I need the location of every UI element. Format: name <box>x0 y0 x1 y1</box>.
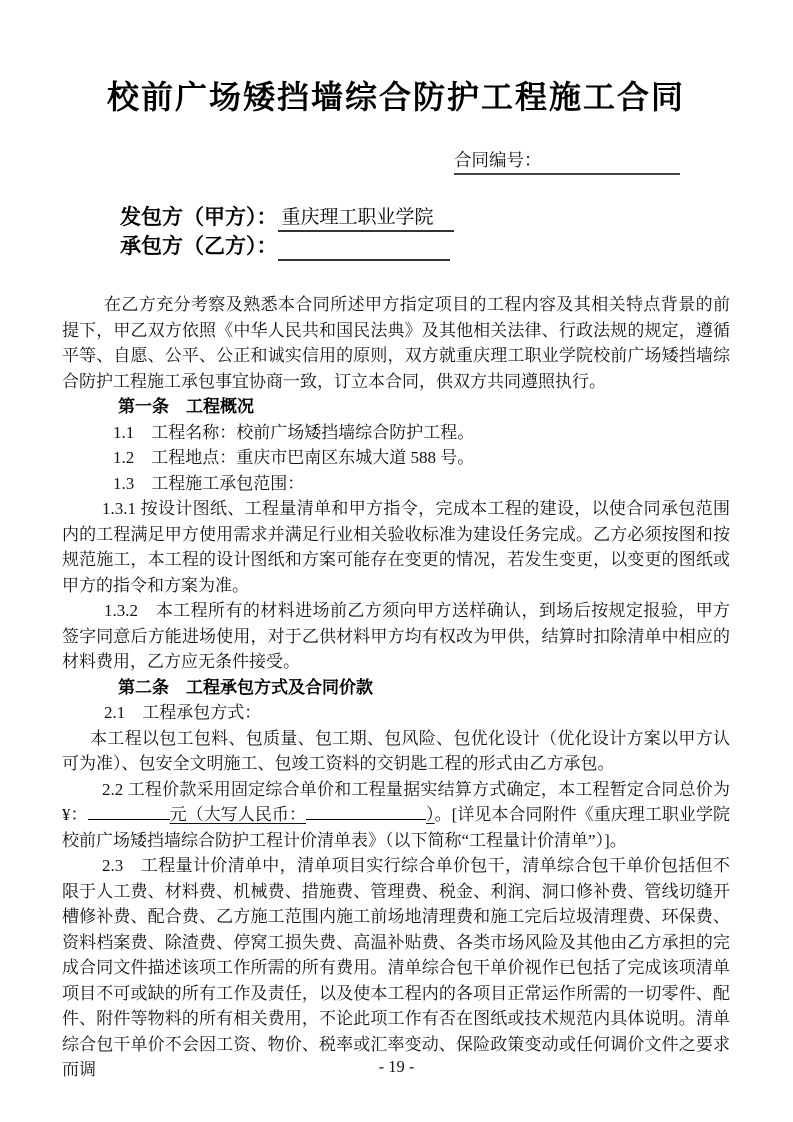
amount-figures-blank <box>88 804 170 820</box>
clause-2-2-suffix: 。[详见本合同附件《重庆理工职业学院校前广场矮挡墙综合防护工程计价清单表》（以下简称“工程量计价清单”）]。 <box>62 805 731 850</box>
party-b-line <box>120 232 730 261</box>
contract-number-underline <box>454 148 680 175</box>
document-title: 校前广场矮挡墙综合防护工程施工合同 <box>106 79 685 115</box>
clause-1-3-2: 1.3.2 本工程所有的材料进场前乙方须向甲方送样确认，到场后按规定报验，甲方签字同意后方能进场使用，对于乙供材料甲方均有权改为甲供，结算时扣除清单中相应的材料费用，乙方应无条件接受。 <box>62 601 730 671</box>
clause-2-1: 2.1 工程承包方式： <box>104 703 262 722</box>
clause-2-2-prefix: 2.2 工程价款采用固定综合单价和工程量据实结算方式确定，本工程暂定合同总价为¥： <box>62 779 730 824</box>
clause-1-3-1: 1.3.1 按设计图纸、工程量清单和甲方指令，完成本工程的建设，以使合同承包范围内的工程满足甲方使用需求并满足行业相关验收标准为建设任务完成。乙方必须按图和按规范施工，本工程的设计图纸和方案可能存在变更的情况，若发生变更，以变更的图纸或甲方的指令和方案为准。 <box>62 499 730 595</box>
party-b-blank <box>278 240 450 261</box>
parties-block <box>120 203 730 261</box>
clause-1-2: 1.2 工程地点：重庆市巴南区东城大道 588 号。 <box>113 448 475 467</box>
page-number: - 19 - <box>378 1057 415 1076</box>
article-1-heading: 第一条 工程概况 <box>118 397 254 416</box>
party-a-label: 发包方（甲方）： <box>120 206 278 229</box>
clause-2-1-body: 本工程以包工包料、包质量、包工期、包风险、包优化设计（优化设计方案以甲方认可为准）、包安全文明施工、包竣工资料的交钥匙工程的形式由乙方承包。 <box>62 728 730 773</box>
article-2-heading: 第二条 工程承包方式及合同价款 <box>118 677 373 697</box>
contract-number-blank <box>542 164 680 166</box>
contract-body <box>62 292 730 1083</box>
clause-2-3: 2.3 工程量计价清单中，清单项目实行综合单价包干，清单综合包干单价包括但不限于人工费、材料费、机械费、措施费、管理费、税金、利润、洞口修补费、管线切缝开槽修补费、配合费、乙方施工范围内施工前场地清理费和施工完后垃圾清理费、环保费、资料档案费、除渣费、停窝工损失费、高温补贴费、各类市场风险及其他由乙方承担的完成合同文件描述该项工作所需的所有费用。清单综合包干单价视作已包括了完成该项清单项目不可或缺的所有工作及责任，以及使本工程内的各项目正常运作所需的一切零件、配件、附件等物料的所有相关费用，不论此项工作有否在图纸或技术规范内具体说明。清单综合包干单价不会因工资、物价、税率或汇率变动、保险政策变动或任何调价文件之要求而调 <box>62 856 730 1079</box>
intro-paragraph: 在乙方充分考察及熟悉本合同所述甲方指定项目的工程内容及其相关特点背景的前提下，甲乙双方依照《中华人民共和国民法典》及其他相关法律、行政法规的规定，遵循平等、自愿、公平、公正和诚实信用的原则，双方就重庆理工职业学院校前广场矮挡墙综合防护工程施工承包事宜协商一致，订立本合同，供双方共同遵照执行。 <box>62 295 730 391</box>
clause-1-1: 1.1 工程名称：校前广场矮挡墙综合防护工程。 <box>113 422 475 442</box>
contract-number-line <box>454 148 730 175</box>
amount-words-blank <box>306 804 426 820</box>
clause-2-2-mid: 元（大写人民币： <box>169 805 306 824</box>
contract-number-label: 合同编号： <box>454 150 542 170</box>
party-b-label: 承包方（乙方）： <box>120 235 278 258</box>
clause-1-3: 1.3 工程施工承包范围： <box>113 473 305 493</box>
party-a-value: 重庆理工职业学院 <box>278 206 454 232</box>
clause-2-2-close-paren: ） <box>426 805 435 824</box>
party-a-line <box>120 203 730 232</box>
clause-2-2 <box>62 777 730 854</box>
